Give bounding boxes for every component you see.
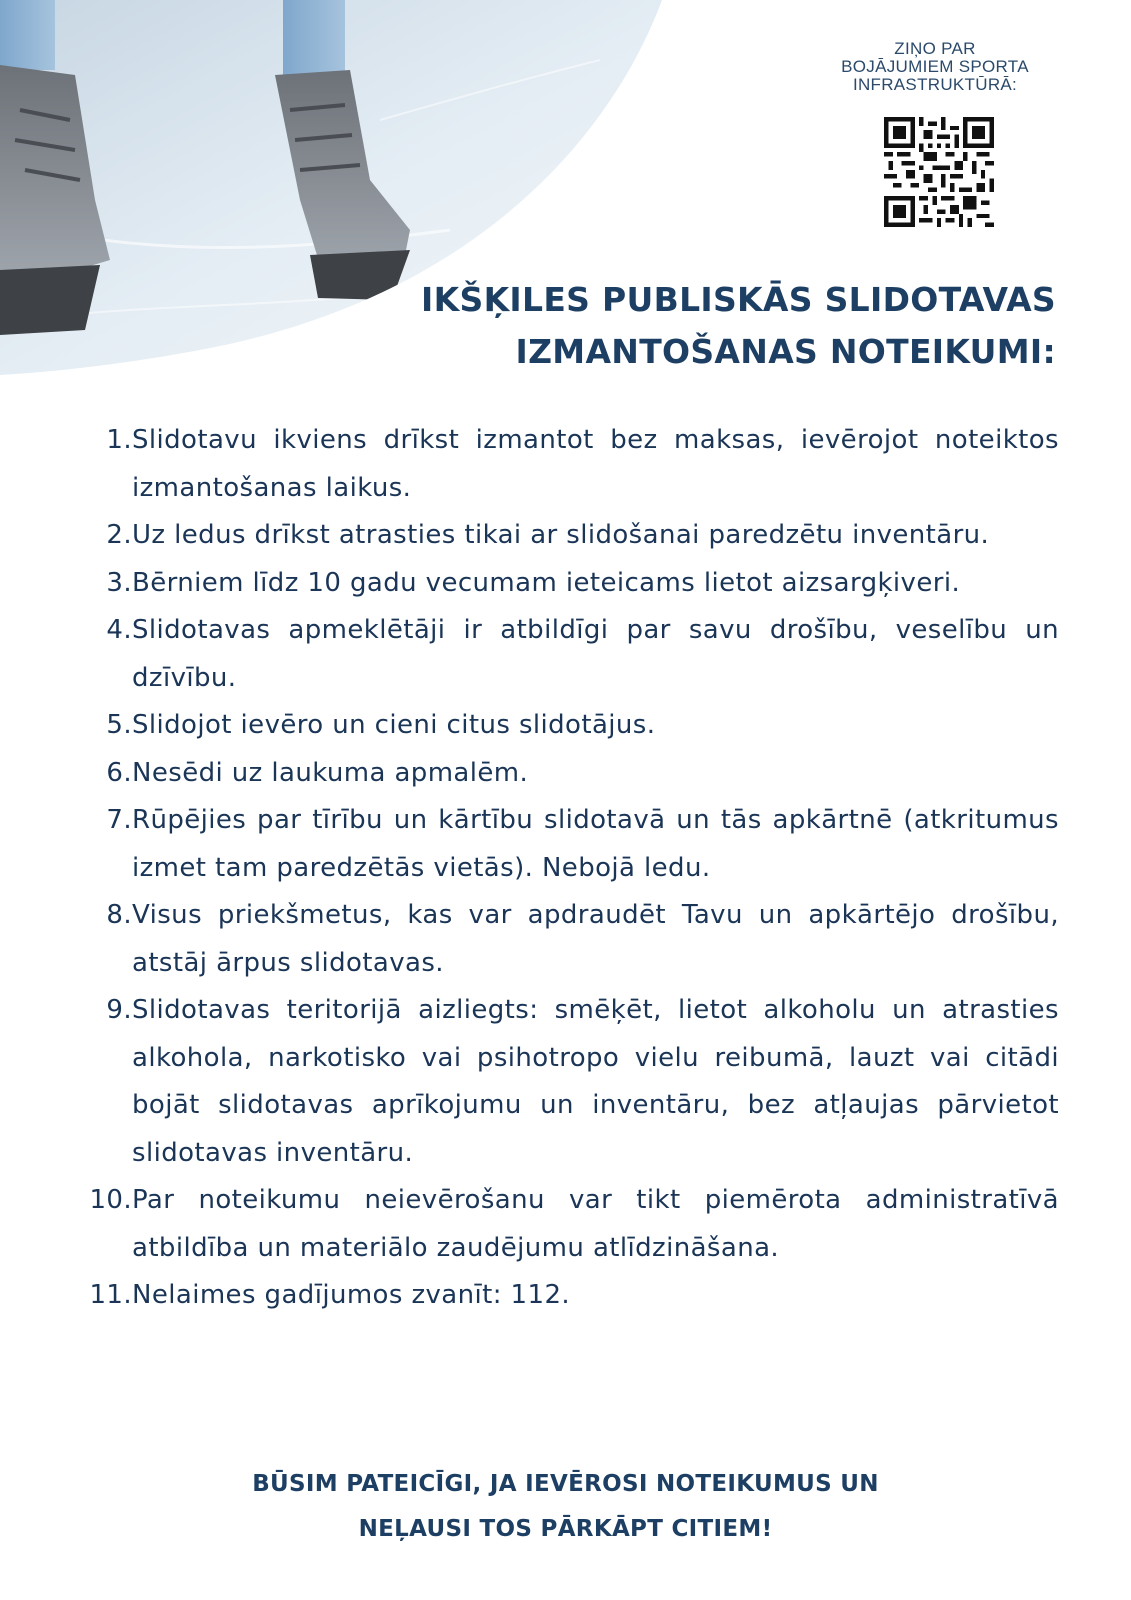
- rule-item: [76, 750, 1059, 798]
- rule-text: Bērniem līdz 10 gadu vecumam ieteicams lietot aizsargķiveri.: [132, 567, 961, 598]
- rule-text: Nesēdi uz laukuma apmalēm.: [132, 757, 529, 788]
- rule-text: Slidotavu ikviens drīkst izmantot bez maksas, ievērojot noteiktos izmantošanas laikus.: [132, 425, 1059, 503]
- footer-message: [0, 1462, 1131, 1552]
- rule-number: 1.: [106, 425, 132, 455]
- footer-line: NEĻAUSI TOS PĀRKĀPT CITIEM!: [358, 1516, 773, 1542]
- rule-item: [76, 560, 1059, 608]
- rule-text: Nelaimes gadījumos zvanīt: 112.: [132, 1280, 571, 1310]
- rule-text: Slidotavas teritorijā aizliegts: smēķēt, lietot alkoholu un atrasties alkohola, narkotisko vai psihotropo vielu reibumā, lauzt vai citādi bojāt slidotavas aprīkojumu un inventāru, bez atļaujas pārvietot slidotavas inventāru.: [132, 995, 1059, 1168]
- page-title: [356, 274, 1056, 378]
- page-title-line: IZMANTOŠANAS NOTEIKUMI:: [515, 332, 1056, 371]
- rule-number: 8.: [106, 900, 132, 930]
- rule-item: [76, 417, 1059, 512]
- rule-number: 7.: [106, 805, 132, 835]
- report-damage-caption: [820, 40, 1050, 94]
- rule-item: [76, 892, 1059, 987]
- rule-text: Slidotavas apmeklētāji ir atbildīgi par savu drošību, veselību un dzīvību.: [132, 615, 1059, 693]
- rule-text: Rūpējies par tīrību un kārtību slidotavā un tās apkārtnē (atkritumus izmet tam paredzētās vietās). Nebojā ledu.: [132, 805, 1059, 883]
- rule-text: Visus priekšmetus, kas var apdraudēt Tavu un apkārtējo drošību, atstāj ārpus slidotavas.: [132, 900, 1059, 978]
- rule-number: 3.: [106, 567, 132, 598]
- rule-number: 6.: [106, 757, 132, 788]
- rule-number: 5.: [106, 710, 132, 740]
- footer-line: BŪSIM PATEICĪGI, JA IEVĒROSI NOTEIKUMUS UN: [252, 1471, 879, 1497]
- rule-item: [76, 987, 1059, 1177]
- report-caption-line: ZIŅO PAR: [894, 39, 976, 58]
- rule-item: [76, 1272, 1059, 1320]
- rule-item: [76, 702, 1059, 750]
- rule-number: 10.: [89, 1185, 132, 1215]
- report-caption-line: INFRASTRUKTŪRĀ:: [852, 75, 1018, 94]
- rule-number: 11.: [89, 1280, 132, 1310]
- page-title-line: IKŠĶILES PUBLISKĀS SLIDOTAVAS: [421, 280, 1056, 319]
- rule-text: Uz ledus drīkst atrasties tikai ar slidošanai paredzētu inventāru.: [132, 520, 990, 550]
- rule-number: 4.: [106, 615, 132, 645]
- rule-item: [76, 1177, 1059, 1272]
- rule-text: Par noteikumu neievērošanu var tikt piemērota administratīvā atbildība un materiālo zaudējumu atlīdzināšana.: [132, 1185, 1059, 1263]
- qr-code-icon[interactable]: [884, 117, 994, 227]
- rule-item: [76, 797, 1059, 892]
- rule-number: 9.: [106, 995, 132, 1025]
- rule-item: [76, 607, 1059, 702]
- rule-number: 2.: [106, 520, 132, 550]
- rule-text: Slidojot ievēro un cieni citus slidotājus.: [132, 710, 656, 740]
- rule-item: [76, 512, 1059, 560]
- report-caption-line: BOJĀJUMIEM SPORTA: [841, 57, 1029, 76]
- rules-list: [76, 417, 1059, 1320]
